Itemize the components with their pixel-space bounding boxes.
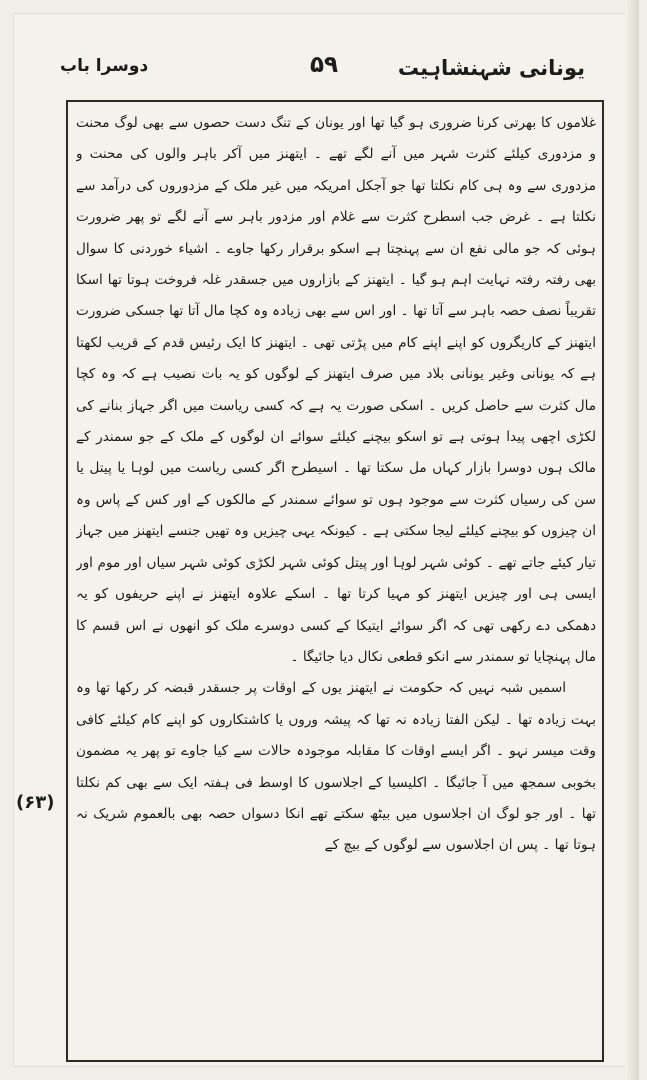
margin-note: (۶۳) (16, 792, 55, 813)
text-frame (66, 100, 604, 1062)
running-title: یونانی شہنشاہیت (397, 56, 585, 80)
page-header (60, 50, 605, 90)
paragraph: اسمیں شبہ نہیں کہ حکومت نے ایتھنز یوں کے اوقات پر جسقدر قبضہ کر رکھا تھا وہ بہت زیادہ تھا ۔ لیکن الفتا زیادہ نہ تھا کہ پیشہ وروں یا کاشتکاروں کو اپنے کام کیلئے کافی وقت میسر نہو ۔ اگر ایسے اوقات کا مقابلہ موجودہ حالات سے کیا جاوے تو پھر یہ مضمون بخوبی سمجھ میں آ جائیگا ۔ اکلیسیا کے اجلاسوں کا اوسط فی ہفتہ ایک سے بھی کم نکلتا تھا ۔ اور جو لوگ ان اجلاسوں میں بیٹھ سکتے تھے انکا دسواں حصہ بھی بالعموم شریک نہ ہوتا تھا ۔ پس ان اجلاسوں سے لوگوں کے بیچ کے (76, 680, 596, 854)
body-text (76, 108, 596, 1056)
page-number: ۵۹ (310, 52, 339, 78)
page-gutter-edge (625, 0, 639, 1080)
chapter-label: دوسرا باب (60, 56, 149, 76)
paragraph: غلاموں کا بھرتی کرنا ضروری ہو گیا تھا اور یونان کے تنگ دست حصوں سے بھی لوگ محنت و مزدوری کیلئے کثرت شہر میں آنے لگے تھے ۔ ایتھنز میں آکر باہر والوں کی محنت و مزدوری سے وہ ہی کام نکلتا تھا جو آجکل امریکہ میں غیر ملک کے مزدوروں کی درآمد سے نکلتا ہے ۔ غرض جب اسطرح کثرت سے غلام اور مزدور باہر سے آنے لگے تو پھر ضرورت ہوئی کہ جو مالی نفع ان سے پہنچتا ہے اسکو برقرار رکھا جاوے ۔ اشیاء خوردنی کا سوال بھی رفتہ رفتہ نہایت اہم ہو گیا ۔ ایتھنز کے بازاروں میں جسقدر غلہ فروخت ہوتا تھا اسکا تقریباً نصف حصہ باہر سے آتا تھا ۔ اور اس سے بھی زیادہ وہ کچا مال آتا تھا جسکی ضرورت ایتھنز کے کاریگروں کو اپنے اپنے کام میں پڑتی تھی ۔ ایتھنز کا ایک رئیس قدم کے قریب لکھتا ہے کہ یونانی وغیر یونانی بلاد میں صرف ایتھنز کے لوگوں کو یہ بات نصیب ہے کہ وہ کچا مال کثرت سے حاصل کریں ۔ اسکی صورت یہ ہے کہ کسی ریاست میں اگر جہاز بنانے کی لکڑی اچھی پیدا ہوتی ہے تو اسکو بیچنے کیلئے سوائے ان لوگوں کے ملک کے جو سمندر کے مالک ہوں دوسرا بازار کہاں مل سکتا تھا ۔ اسیطرح اگر کسی ریاست میں لوہا یا پیتل یا سن کی رسیاں کثرت سے موجود ہوں تو سوائے سمندر کے مالکوں کے اور کس کے پاس وہ ان چیزوں کو بیچنے کیلئے لیجا سکتی ہے ۔ کیونکہ یہی چیزیں وہ تھیں جنسے ایتھنز میں جہاز تیار کیئے جاتے تھے ۔ کوئی شہر لوہا اور پیتل کوئی شہر لکڑی کوئی شہر سیاں اور موم اور ایسی ہی اور چیزیں ایتھنز کو مہیا کرتا تھا ۔ اسکے علاوہ ایتھنز نے اپنے حریفوں کو یہ دھمکی دے رکھی تھی کہ اگر سوائے ایتیکا کے کسی دوسرے ملک کو انھوں نے اس قسم کا مال پہنچایا تو سمندر سے انکو قطعی نکال دیا جائیگا ۔ (76, 115, 596, 665)
